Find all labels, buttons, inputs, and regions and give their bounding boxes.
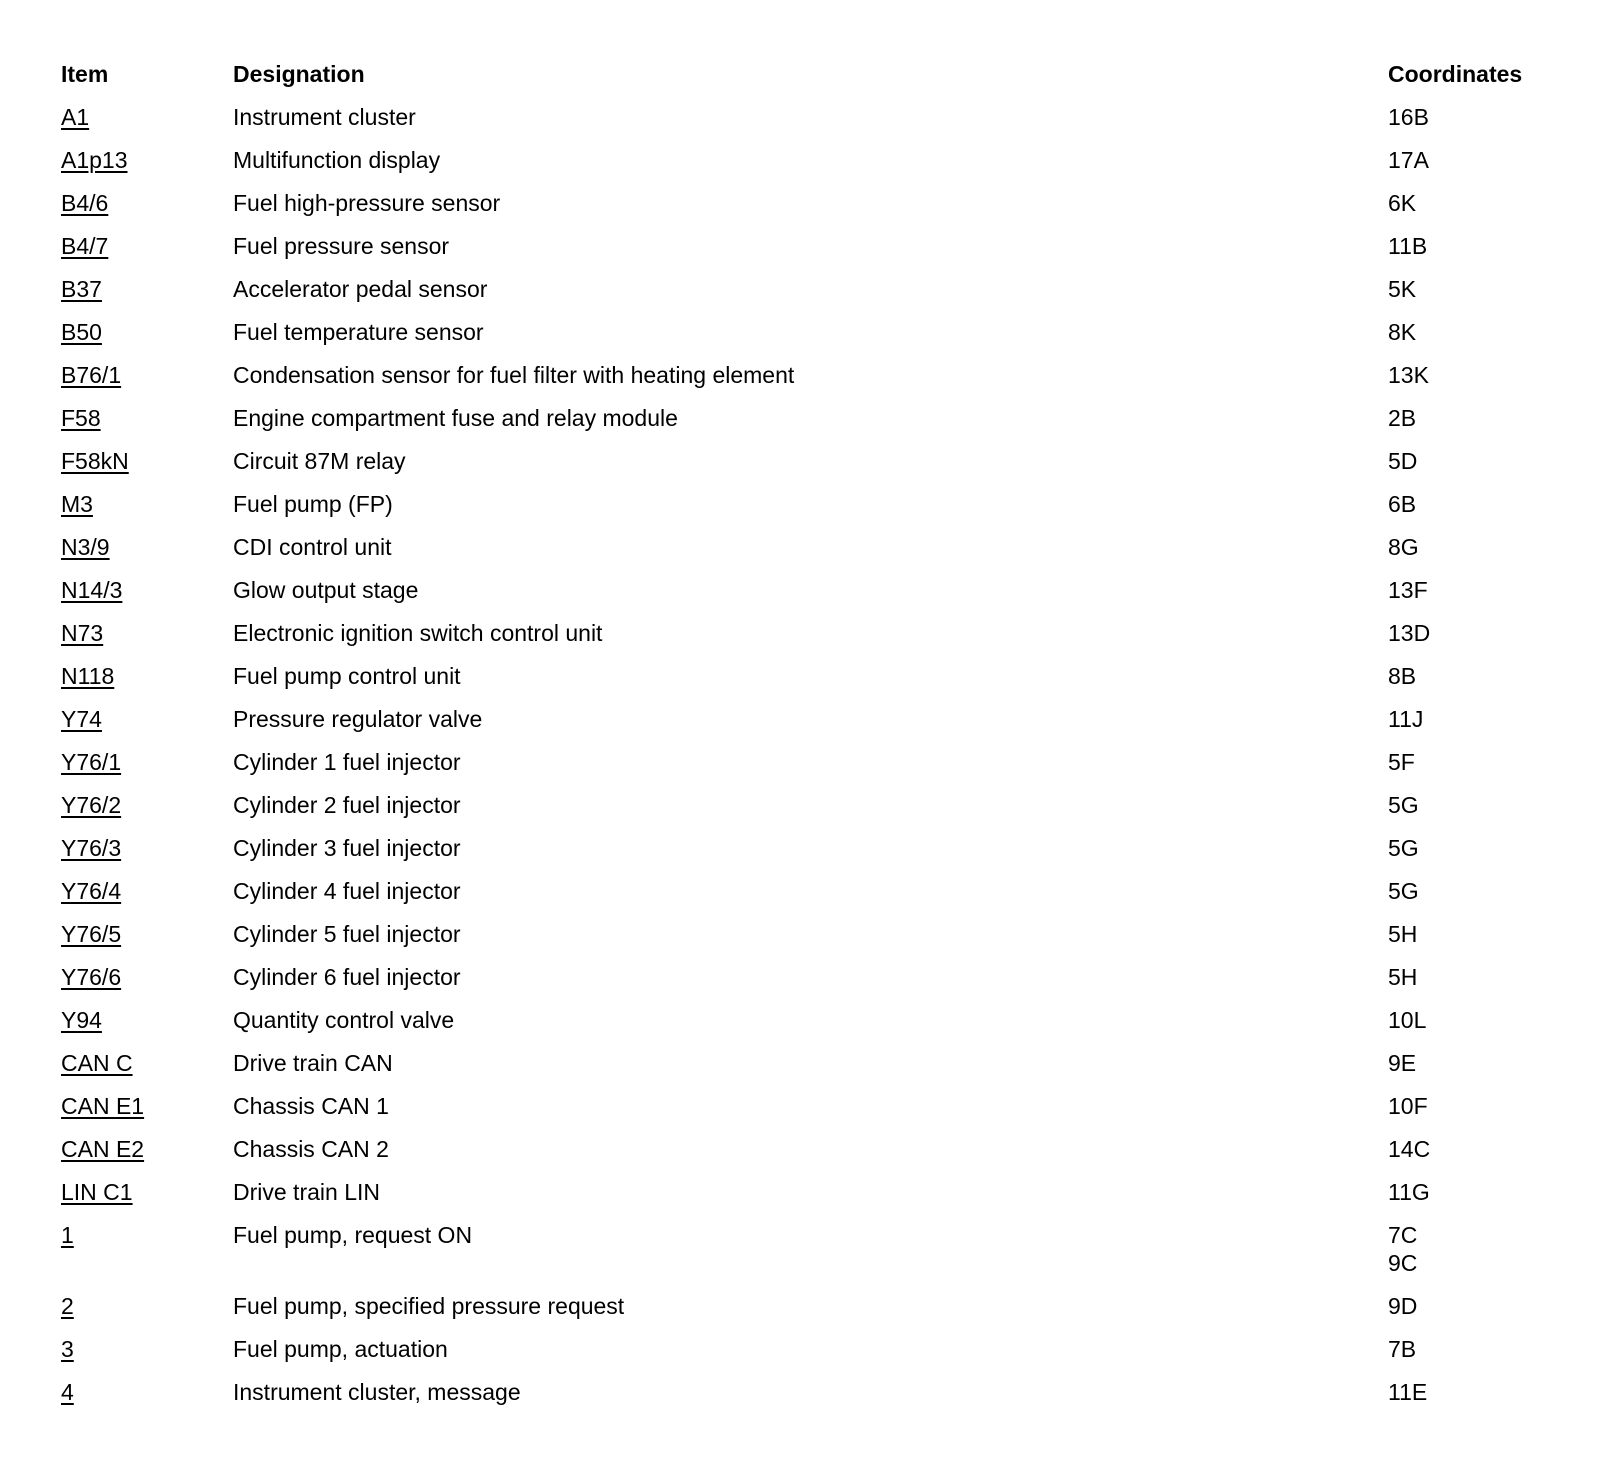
designation-text: Drive train CAN — [233, 1050, 393, 1076]
coordinates-cell — [1388, 533, 1419, 561]
coordinates-cell — [1388, 1335, 1416, 1363]
coordinate-value: 8K — [1388, 319, 1417, 345]
item-link[interactable]: B50 — [61, 319, 102, 345]
coordinate-value: 13D — [1388, 620, 1431, 646]
coordinate-value: 5H — [1388, 921, 1418, 947]
designation-text: Chassis CAN 1 — [233, 1093, 389, 1119]
coordinate-value: 6B — [1388, 491, 1417, 517]
coordinates-cell — [1388, 146, 1429, 174]
designation-text: Fuel high-pressure sensor — [233, 190, 501, 216]
item-link[interactable]: N118 — [61, 663, 115, 689]
coordinates-cell — [1388, 705, 1423, 733]
item-link[interactable]: B76/1 — [61, 362, 122, 388]
item-link[interactable]: CAN E1 — [61, 1093, 145, 1119]
coordinates-cell — [1388, 748, 1415, 776]
coordinate-value: 11G — [1388, 1179, 1430, 1205]
coordinate-value: 7C — [1388, 1222, 1418, 1248]
item-link[interactable]: B4/6 — [61, 190, 109, 216]
designation-text: Engine compartment fuse and relay module — [233, 405, 678, 431]
designation-text: Fuel pump, specified pressure request — [233, 1293, 625, 1319]
coordinates-cell — [1388, 447, 1417, 475]
table-row — [61, 533, 1561, 576]
coordinate-value: 10L — [1388, 1007, 1427, 1033]
designation-text: Condensation sensor for fuel filter with heating element — [233, 362, 795, 388]
component-legend-table — [61, 60, 1561, 1421]
designation-text: Cylinder 2 fuel injector — [233, 792, 461, 818]
coordinates-cell — [1388, 1006, 1426, 1034]
designation-text: Cylinder 5 fuel injector — [233, 921, 461, 947]
designation-text: Chassis CAN 2 — [233, 1136, 389, 1162]
designation-text: Quantity control valve — [233, 1007, 455, 1033]
designation-text: Glow output stage — [233, 577, 419, 603]
coordinate-value: 5F — [1388, 749, 1415, 775]
coordinate-value: 9C — [1388, 1250, 1418, 1276]
coordinate-value: 9E — [1388, 1050, 1417, 1076]
designation-text: Drive train LIN — [233, 1179, 380, 1205]
coordinate-value: 5D — [1388, 448, 1418, 474]
item-link[interactable]: LIN C1 — [61, 1179, 133, 1205]
item-link[interactable]: N3/9 — [61, 534, 110, 560]
coordinate-value: 13K — [1388, 362, 1429, 388]
coordinate-value: 5G — [1388, 835, 1419, 861]
designation-text: Cylinder 4 fuel injector — [233, 878, 461, 904]
coordinates-cell — [1388, 1178, 1430, 1206]
item-link[interactable]: CAN E2 — [61, 1136, 145, 1162]
item-link[interactable]: 3 — [61, 1336, 74, 1362]
header-item: Item — [61, 61, 109, 87]
coordinate-value: 8G — [1388, 534, 1419, 560]
table-row — [61, 490, 1561, 533]
coordinates-cell — [1388, 920, 1417, 948]
coordinate-value: 11E — [1388, 1379, 1428, 1405]
item-link[interactable]: Y76/5 — [61, 921, 122, 947]
table-row — [61, 189, 1561, 232]
coordinate-value: 9D — [1388, 1293, 1418, 1319]
coordinate-value: 5K — [1388, 276, 1417, 302]
coordinates-cell — [1388, 404, 1416, 432]
item-link[interactable]: N73 — [61, 620, 104, 646]
designation-text: Circuit 87M relay — [233, 448, 406, 474]
table-row — [61, 748, 1561, 791]
item-link[interactable]: A1 — [61, 104, 90, 130]
table-row — [61, 1092, 1561, 1135]
table-header — [61, 60, 1561, 103]
designation-text: Instrument cluster — [233, 104, 416, 130]
designation-text: CDI control unit — [233, 534, 392, 560]
table-row — [61, 1378, 1561, 1421]
coordinates-cell — [1388, 619, 1430, 647]
coordinate-value: 6K — [1388, 190, 1417, 216]
coordinates-cell — [1388, 1221, 1417, 1277]
table-row — [61, 1221, 1561, 1292]
coordinates-cell — [1388, 490, 1416, 518]
table-row — [61, 447, 1561, 490]
header-coordinates: Coordinates — [1388, 61, 1523, 87]
table-row — [61, 275, 1561, 318]
coordinate-value: 16B — [1388, 104, 1429, 130]
table-row — [61, 705, 1561, 748]
coordinate-value: 5G — [1388, 878, 1419, 904]
coordinate-value: 5H — [1388, 964, 1418, 990]
designation-text: Multifunction display — [233, 147, 441, 173]
table-row — [61, 963, 1561, 1006]
header-designation: Designation — [233, 61, 365, 87]
coordinates-cell — [1388, 103, 1429, 131]
table-row — [61, 1178, 1561, 1221]
table-row — [61, 146, 1561, 189]
table-row — [61, 1135, 1561, 1178]
coordinates-cell — [1388, 1135, 1430, 1163]
table-row — [61, 1006, 1561, 1049]
item-link[interactable]: B4/7 — [61, 233, 109, 259]
table-row — [61, 576, 1561, 619]
designation-text: Electronic ignition switch control unit — [233, 620, 603, 646]
coordinate-value: 5G — [1388, 792, 1419, 818]
table-body — [61, 103, 1561, 1421]
table-row — [61, 920, 1561, 963]
designation-text: Fuel pump (FP) — [233, 491, 393, 517]
coordinates-cell — [1388, 662, 1416, 690]
coordinates-cell — [1388, 834, 1419, 862]
coordinates-cell — [1388, 1049, 1416, 1077]
coordinates-cell — [1388, 1092, 1428, 1120]
designation-text: Fuel temperature sensor — [233, 319, 484, 345]
item-link[interactable]: A1p13 — [61, 147, 128, 173]
item-link[interactable]: 1 — [61, 1222, 74, 1248]
coordinate-value: 11J — [1388, 706, 1424, 732]
item-link[interactable]: Y76/6 — [61, 964, 122, 990]
coordinates-cell — [1388, 877, 1419, 905]
coordinate-value: 11B — [1388, 233, 1428, 259]
coordinate-value: 14C — [1388, 1136, 1431, 1162]
designation-text: Cylinder 6 fuel injector — [233, 964, 461, 990]
coordinates-cell — [1388, 318, 1416, 346]
table-row — [61, 1049, 1561, 1092]
item-link[interactable]: N14/3 — [61, 577, 123, 603]
coordinate-value: 2B — [1388, 405, 1417, 431]
item-link[interactable]: F58kN — [61, 448, 129, 474]
table-row — [61, 791, 1561, 834]
table-row — [61, 619, 1561, 662]
table-row — [61, 232, 1561, 275]
table-row — [61, 834, 1561, 877]
designation-text: Fuel pump, request ON — [233, 1222, 473, 1248]
table-row — [61, 1292, 1561, 1335]
coordinate-value: 17A — [1388, 147, 1429, 173]
coordinates-cell — [1388, 189, 1416, 217]
coordinates-cell — [1388, 361, 1429, 389]
item-link[interactable]: M3 — [61, 491, 93, 517]
item-link[interactable]: Y94 — [61, 1007, 102, 1033]
coordinates-cell — [1388, 791, 1419, 819]
item-link[interactable]: Y74 — [61, 706, 102, 732]
designation-text: Fuel pressure sensor — [233, 233, 450, 259]
coordinates-cell — [1388, 1378, 1427, 1406]
table-row — [61, 877, 1561, 920]
coordinates-cell — [1388, 576, 1428, 604]
table-row — [61, 103, 1561, 146]
item-link[interactable]: 4 — [61, 1379, 74, 1405]
table-row — [61, 318, 1561, 361]
coordinate-value: 7B — [1388, 1336, 1417, 1362]
table-row — [61, 662, 1561, 705]
designation-text: Fuel pump, actuation — [233, 1336, 448, 1362]
designation-text: Instrument cluster, message — [233, 1379, 521, 1405]
table-row — [61, 1335, 1561, 1378]
coordinate-value: 13F — [1388, 577, 1428, 603]
designation-text: Cylinder 3 fuel injector — [233, 835, 461, 861]
coordinate-value: 10F — [1388, 1093, 1428, 1119]
item-link[interactable]: CAN C — [61, 1050, 133, 1076]
item-link[interactable]: Y76/3 — [61, 835, 122, 861]
coordinate-value: 8B — [1388, 663, 1417, 689]
table-row — [61, 361, 1561, 404]
item-link[interactable]: F58 — [61, 405, 101, 431]
item-link[interactable]: 2 — [61, 1293, 74, 1319]
item-link[interactable]: Y76/1 — [61, 749, 122, 775]
designation-text: Accelerator pedal sensor — [233, 276, 488, 302]
table-row — [61, 404, 1561, 447]
item-link[interactable]: Y76/4 — [61, 878, 122, 904]
coordinates-cell — [1388, 275, 1416, 303]
designation-text: Fuel pump control unit — [233, 663, 461, 689]
coordinates-cell — [1388, 1292, 1417, 1320]
item-link[interactable]: B37 — [61, 276, 102, 302]
designation-text: Pressure regulator valve — [233, 706, 483, 732]
coordinates-cell — [1388, 963, 1417, 991]
coordinates-cell — [1388, 232, 1427, 260]
item-link[interactable]: Y76/2 — [61, 792, 122, 818]
designation-text: Cylinder 1 fuel injector — [233, 749, 461, 775]
